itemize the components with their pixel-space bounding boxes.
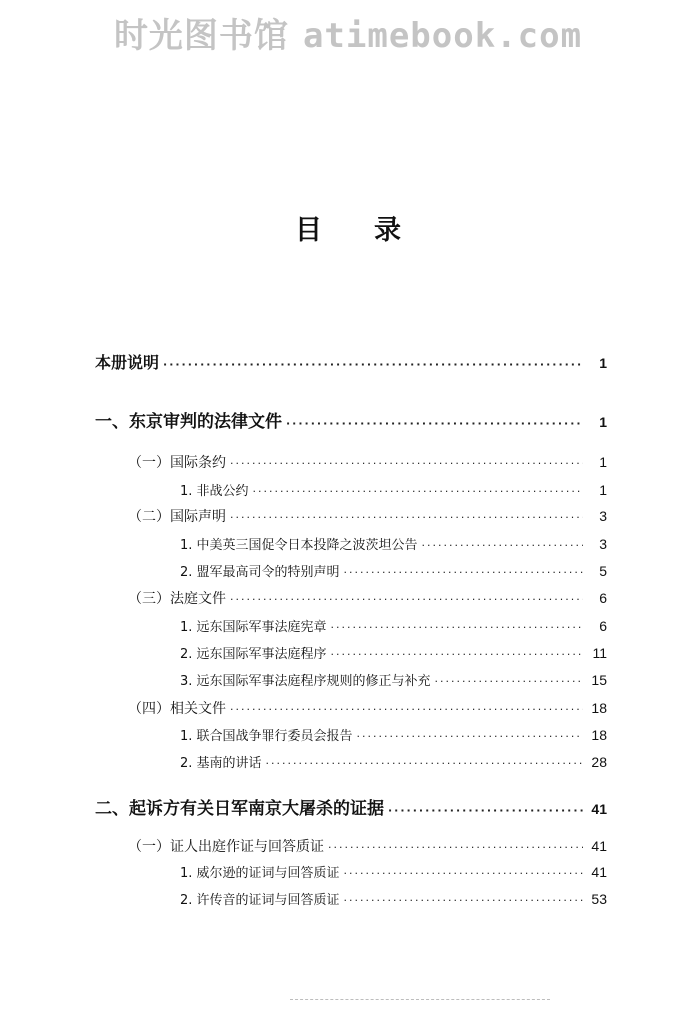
toc-entry-page: 11 — [592, 645, 607, 661]
toc-entry-label: （二）国际声明 — [128, 509, 226, 525]
toc-entry-page: 18 — [591, 700, 607, 716]
toc-entry-label: （一）证人出庭作证与回答质证 — [128, 839, 324, 855]
toc-entry-label: （四）相关文件 — [128, 701, 226, 717]
toc-leader-dots — [331, 621, 583, 634]
toc-entry-page: 28 — [591, 754, 607, 770]
watermark-url: atimebook.com — [302, 16, 583, 56]
toc-entry-page: 41 — [591, 864, 607, 880]
toc-leader-dots — [344, 566, 583, 579]
toc-leader-dots — [230, 703, 583, 716]
toc-leader-dots — [388, 804, 583, 817]
toc-entry-page: 53 — [591, 891, 607, 907]
toc-entry-part-2[interactable] — [95, 794, 607, 819]
toc-entry-item-1-1-1[interactable] — [180, 480, 607, 499]
toc-entry-label: 2. 许传音的证词与回答质证 — [180, 893, 340, 908]
toc-entry-page: 1 — [599, 454, 607, 470]
toc-entry-page: 3 — [599, 508, 607, 524]
toc-entry-label: 一、东京审判的法律文件 — [95, 412, 282, 432]
toc-entry-item-1-3-3[interactable] — [180, 670, 607, 689]
toc-entry-label: 本册说明 — [95, 353, 160, 372]
toc-entry-volume-notes[interactable] — [95, 350, 607, 373]
toc-entry-page: 1 — [599, 414, 607, 430]
toc-entry-page: 6 — [599, 618, 607, 634]
toc-entry-page: 5 — [599, 563, 607, 579]
toc-entry-item-2-1-2[interactable] — [180, 889, 607, 908]
toc-entry-item-1-4-2[interactable] — [180, 752, 607, 771]
toc-leader-dots — [357, 730, 583, 743]
watermark — [0, 8, 696, 57]
toc-entry-section-1-2[interactable] — [128, 506, 607, 526]
toc-entry-label: 1. 远东国际军事法庭宪章 — [180, 620, 327, 635]
toc-entry-page: 6 — [599, 590, 607, 606]
toc-entry-label: （一）国际条约 — [128, 455, 226, 471]
toc-entry-label: 二、起诉方有关日军南京大屠杀的证据 — [95, 799, 384, 819]
toc-entry-page: 3 — [599, 536, 607, 552]
toc-entry-label: 2. 远东国际军事法庭程序 — [180, 647, 327, 662]
toc-leader-dots — [230, 457, 583, 470]
toc-entry-page: 41 — [591, 801, 607, 817]
toc-entry-section-1-4[interactable] — [128, 698, 607, 718]
toc-leader-dots — [344, 894, 583, 907]
toc-entry-page: 18 — [591, 727, 607, 743]
toc-leader-dots — [266, 757, 583, 770]
toc-entry-label: 1. 中美英三国促令日本投降之波茨坦公告 — [180, 538, 418, 553]
toc-leader-dots — [286, 417, 583, 430]
toc-entry-page: 1 — [599, 482, 607, 498]
toc-entry-section-1-3[interactable] — [128, 588, 607, 608]
toc-leader-dots — [253, 485, 583, 498]
watermark-cn: 时光图书馆 — [113, 16, 289, 56]
toc-entry-label: 1. 非战公约 — [180, 484, 249, 499]
toc-leader-dots — [435, 675, 583, 688]
toc-entry-label: 1. 威尔逊的证词与回答质证 — [180, 866, 340, 881]
toc-leader-dots — [163, 358, 583, 371]
toc-leader-dots — [230, 593, 583, 606]
toc-entry-section-1-1[interactable] — [128, 452, 607, 472]
toc-entry-label: 2. 基南的讲话 — [180, 756, 262, 771]
toc-leader-dots — [422, 539, 583, 552]
toc-entry-page: 41 — [591, 838, 607, 854]
toc-entry-part-1[interactable] — [95, 407, 607, 432]
toc-entry-label: 1. 联合国战争罪行委员会报告 — [180, 729, 353, 744]
toc-entry-label: （三）法庭文件 — [128, 591, 226, 607]
toc-entry-item-2-1-1[interactable] — [180, 862, 607, 881]
toc-entry-item-1-2-2[interactable] — [180, 561, 607, 580]
toc-entry-item-1-3-2[interactable] — [180, 643, 607, 662]
toc-leader-dots — [328, 841, 583, 854]
toc-entry-section-2-1[interactable] — [128, 836, 607, 856]
toc-entry-page: 15 — [591, 672, 607, 688]
toc-leader-dots — [344, 867, 583, 880]
toc-leader-dots — [331, 648, 583, 661]
toc-entry-label: 2. 盟军最高司令的特别声明 — [180, 565, 340, 580]
page-title: 目录 — [295, 215, 453, 246]
toc-entry-item-1-2-1[interactable] — [180, 534, 607, 553]
toc-entry-page: 1 — [599, 355, 607, 371]
toc-entry-item-1-4-1[interactable] — [180, 725, 607, 744]
toc-entry-item-1-3-1[interactable] — [180, 616, 607, 635]
toc-leader-dots — [230, 511, 583, 524]
page-bottom-rule — [290, 999, 550, 1001]
toc-entry-label: 3. 远东国际军事法庭程序规则的修正与补充 — [180, 674, 431, 689]
